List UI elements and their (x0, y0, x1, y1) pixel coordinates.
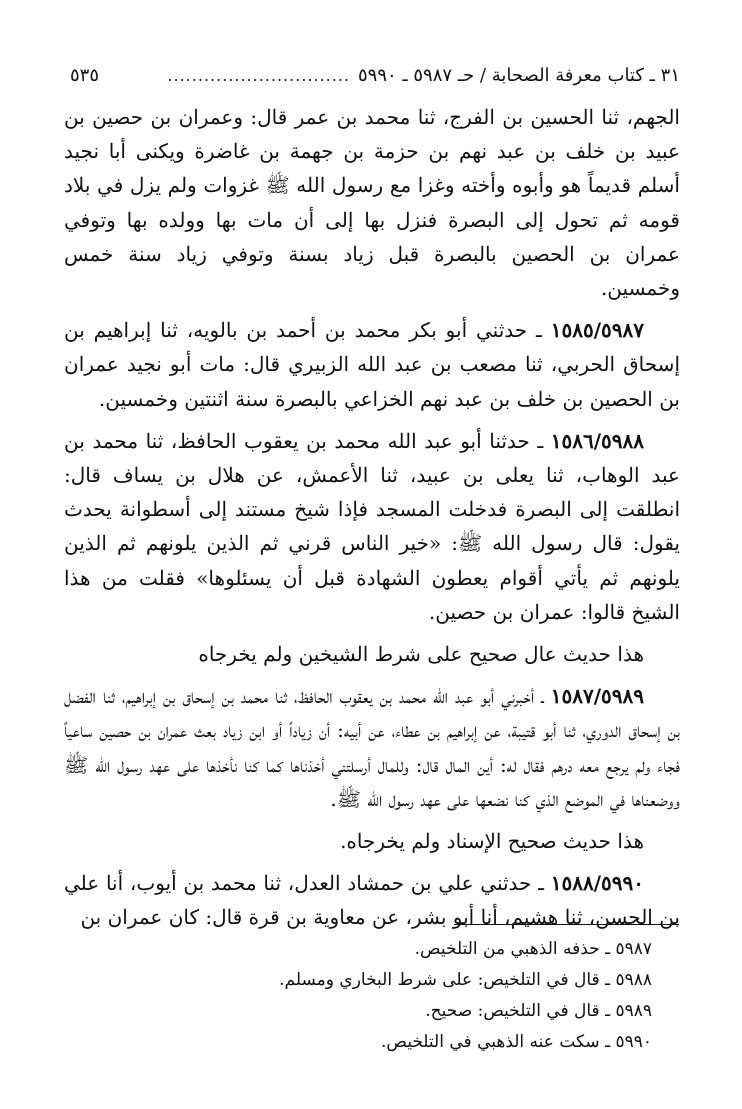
hadith-paragraph (64, 313, 680, 416)
grading-note (64, 824, 680, 858)
hadith-text: ـ حدثني أبو بكر محمد بن أحمد بن بالويه، ثنا إبراهيم بن إسحاق الحربي، ثنا مصعب بن عبد الله الزبيري قال: مات أبو نجيد عمران بن الحصين بن خلف بن عبد نهم الخزاعي بالبصرة سنة اثنتين وخمسين. (64, 318, 680, 411)
hadith-text: ـ أخبرني أبو عبد الله محمد بن يعقوب الحافظ، ثنا محمد بن إسحاق بن إبراهيم، ثنا الفضل بن إسحاق الدوري، ثنا أبو قتيبة، عن إبراهيم بن عطاء، عن أبيه: أن زياداً أو ابن زياد بعث عمران بن حصين ساعياً فجاء ولم يرجع معه درهم فقال له: أين المال قال: وللمال أرسلتني أخذناها كما كنا نأخذها على عهد رسول الله ﷺ ووضعناها في الموضع الذي كنا نضعها على عهد رسول الله ﷺ. (64, 684, 680, 811)
footnote: ٥٩٨٨ ـ قال في التلخيص: على شرط البخاري ومسلم. (279, 970, 652, 990)
footnote: ٥٩٨٧ ـ حذفه الذهبي من التلخيص. (414, 939, 652, 959)
hadith-number: ١٥٨٨/٥٩٩٠ (550, 871, 645, 896)
hadith-text: ـ حدثني علي بن حمشاد العدل، ثنا محمد بن أيوب، أنا علي بن الحسن، ثنا هشيم، أنا أبو بشر، عن معاوية بن قرة قال: كان عمران بن (64, 871, 680, 930)
hadith-number: ١٥٨٦/٥٩٨٨ (550, 428, 645, 453)
header-title: ٣١ ـ كتاب معرفة الصحابة / حـ ٥٩٨٧ ـ ٥٩٩٠ (358, 64, 680, 86)
main-text (64, 100, 680, 943)
footnote: ٥٩٨٩ ـ قال في التلخيص: صحيح. (425, 1001, 652, 1021)
paragraph (64, 100, 680, 305)
grading-note (64, 637, 680, 671)
footnote: ٥٩٩٠ ـ سكت عنه الذهبي في التلخيص. (380, 1032, 652, 1052)
grading-text: هذا حديث عال صحيح على شرط الشيخين ولم يخرجاه (198, 642, 644, 667)
page-number: ٥٣٥ (70, 64, 100, 86)
hadith-paragraph (64, 424, 680, 629)
grading-text: هذا حديث صحيح الإسناد ولم يخرجاه. (340, 829, 644, 854)
hadith-number: ١٥٨٥/٥٩٨٧ (550, 318, 644, 343)
hadith-number: ١٥٨٧/٥٩٨٩ (550, 684, 644, 709)
paragraph-text: الجهم، ثنا الحسين بن الفرج، ثنا محمد بن عمر قال: وعمران بن حصين بن عبيد بن خلف بن عبد نهم بن حزمة بن جهمة بن غاضرة ويكنى أبا نجيد أسلم قديماً هو وأبوه وأخته وغزا مع رسول الله ﷺ غزوات ولم يزل في بلاد قومه ثم تحول إلى البصرة فنزل بها إلى أن مات بها وولده بها وتوفي عمران بن الحصين بالبصرة قبل زياد بسنة وتوفي زياد سنة خمس وخمسين. (64, 105, 680, 301)
running-header (70, 60, 680, 90)
hadith-paragraph (64, 679, 680, 816)
footnotes (64, 934, 680, 1058)
header-leader-dots: .............................. (167, 65, 350, 85)
footnote-divider (454, 924, 679, 925)
hadith-text: ـ حدثنا أبو عبد الله محمد بن يعقوب الحافظ، ثنا محمد بن عبد الوهاب، ثنا يعلى بن عبيد، ثنا الأعمش، عن هلال بن يساف قال: انطلقت إلى البصرة فدخلت المسجد فإذا شيخ مستند إلى أسطوانة يحدث يقول: قال رسول الله ﷺ: «خير الناس قرني ثم الذين يلونهم ثم الذين يلونهم ثم يأتي أقوام يعطون الشهادة قبل أن يسئلوها» فقلت من هذا الشيخ قالوا: عمران بن حصين. (64, 428, 680, 624)
